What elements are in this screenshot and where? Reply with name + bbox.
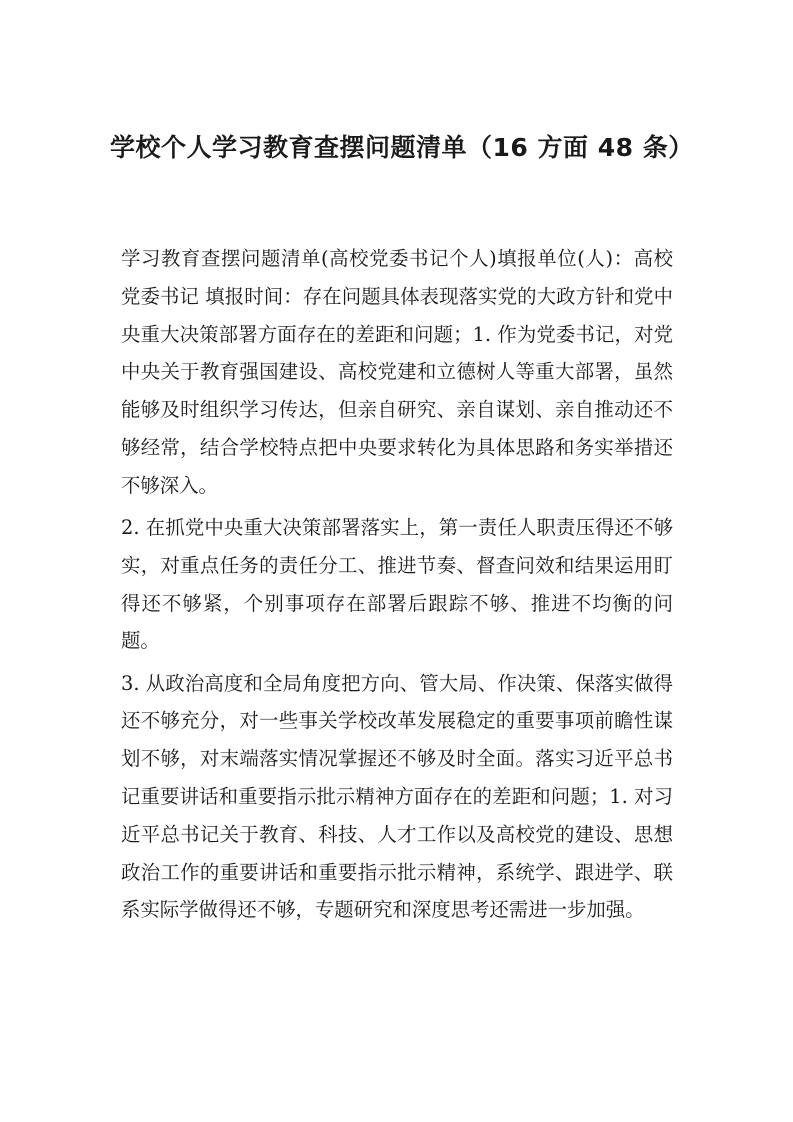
document-title: 学校个人学习教育查摆问题清单（16 方面 48 条）: [110, 133, 694, 162]
paragraph: 3. 从政治高度和全局角度把方向、管大局、作决策、保落实做得还不够充分，对一些事关学校改革发展稳定的重要事项前瞻性谋划不够，对末端落实情况掌握还不够及时全面。落实习近平总书记重要讲话和重要指示批示精神方面存在的差距和问题；1. 对习近平总书记关于教育、科技、人才工作以及高校党的建设、思想政治工作的重要讲话和重要指示批示精神，系统学、跟进学、联系实际学做得还不够，专题研究和深度思考还需进一步加强。: [121, 671, 673, 922]
paragraph: 2. 在抓党中央重大决策部署落实上，第一责任人职责压得还不够实，对重点任务的责任分工、推进节奏、督查问效和结果运用盯得还不够紧，个别事项存在部署后跟踪不够、推进不均衡的问题。: [121, 515, 673, 653]
paragraph: 学习教育查摆问题清单(高校党委书记个人)填报单位(人)：高校党委书记 填报时间：存在问题具体表现落实党的大政方针和党中央重大决策部署方面存在的差距和问题；1. 作为党委书记，对党中央关于教育强国建设、高校党建和立德树人等重大部署，虽然能够及时组织学习传达，但亲自研究、亲自谋划、亲自推动还不够经常，结合学校特点把中央要求转化为具体思路和务实举措还不够深入。: [121, 247, 673, 497]
document-body: [121, 240, 673, 934]
